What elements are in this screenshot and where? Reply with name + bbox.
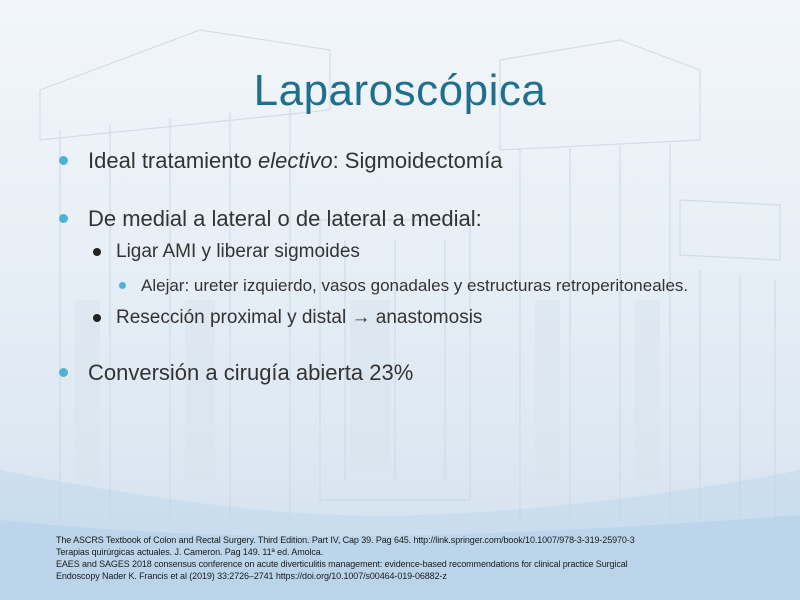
bullet-text: Conversión a cirugía abierta 23% [88, 360, 414, 385]
reference-line: Terapias quirúrgicas actuales. J. Cameron. Pag 149. 11ª ed. Amolca. [56, 547, 324, 557]
bullet-list [56, 146, 756, 388]
bullet-dot-icon [93, 314, 101, 322]
reference-line: The ASCRS Textbook of Colon and Rectal Surgery. Third Edition. Part IV, Cap 39. Pag 645. http://link.springer.com/book/10.1007/978-3-319-25970-3 [56, 535, 635, 545]
bullet-item [56, 204, 756, 234]
bullet-text: Ideal tratamiento [88, 148, 258, 173]
references [56, 534, 776, 582]
bullet-dot-icon [59, 214, 68, 223]
bullet-text: Resección proximal y distal [116, 307, 352, 328]
bullet-text: : Sigmoidectomía [332, 148, 503, 173]
bullet-dot-icon [93, 248, 101, 256]
bullet-text: Alejar: ureter izquierdo, vasos gonadales y estructuras retroperitoneales. [141, 276, 689, 295]
bullet-dot-icon [59, 368, 68, 377]
bullet-emphasis: electivo [257, 148, 333, 173]
slide-title: Laparoscópica [253, 66, 547, 115]
bullet-item [56, 146, 756, 176]
reference-line: EAES and SAGES 2018 consensus conference on acute diverticulitis management: evidence-based recommendations for clinical practice Surgical [56, 559, 628, 569]
arrow-right-icon: → [351, 307, 371, 328]
bullet-text: anastomosis [370, 307, 483, 328]
sub-bullet-item [56, 304, 756, 331]
bullet-item [56, 358, 756, 388]
sub-bullet-item [56, 238, 756, 265]
bullet-text: Ligar AMI y liberar sigmoides [116, 241, 360, 262]
bullet-dot-icon [59, 156, 68, 165]
bullet-dot-icon [119, 282, 126, 289]
sub-sub-bullet-item [56, 273, 756, 298]
reference-line: Endoscopy Nader K. Francis et al (2019) 33:2726–2741 https://doi.org/10.1007/s00464-019-06882-z [56, 571, 447, 581]
bullet-text: De medial a lateral o de lateral a medial: [88, 206, 482, 231]
